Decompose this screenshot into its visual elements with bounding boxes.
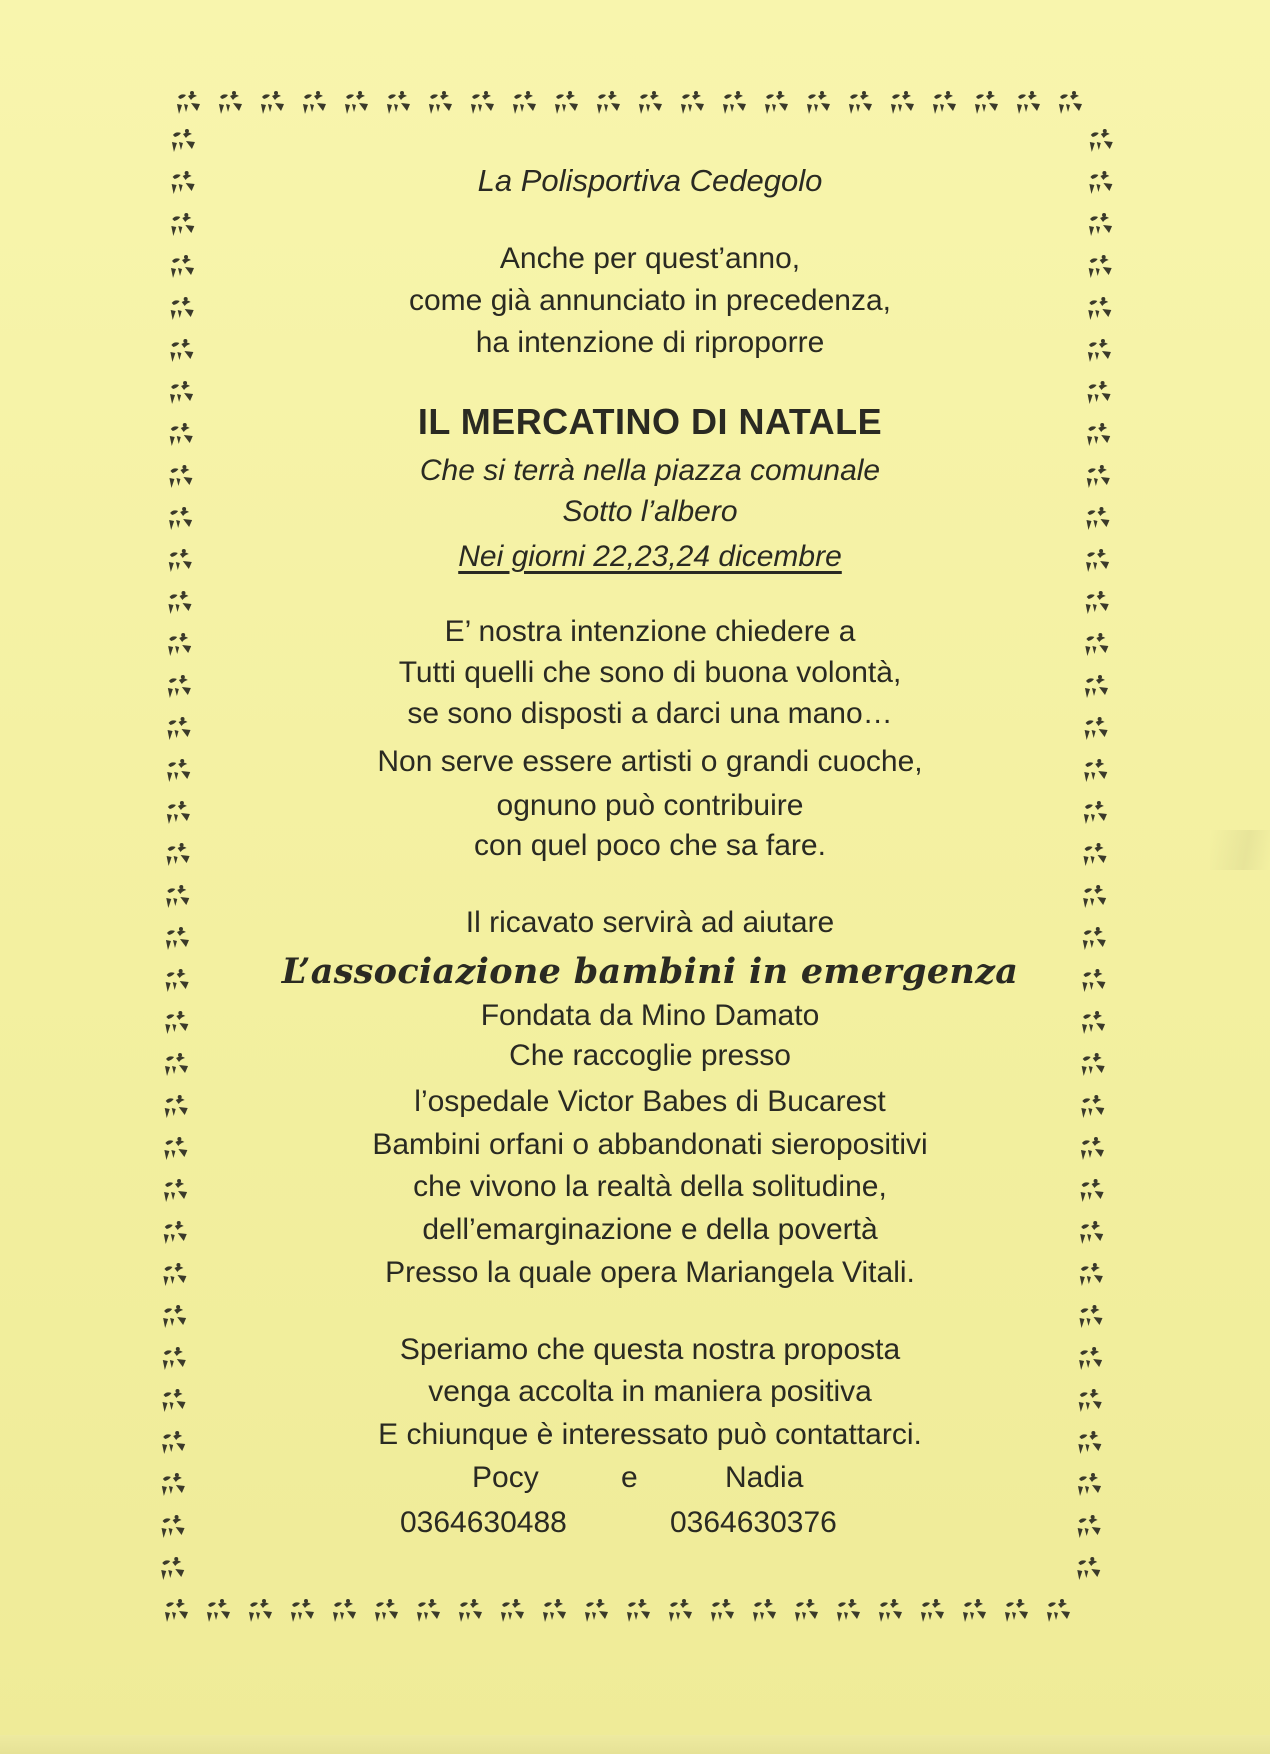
event-title: IL MERCATINO DI NATALE [417,401,883,442]
holly-sprig-icon [1089,171,1112,194]
holly-sprig-icon [171,213,194,236]
holly-sprig-icon [723,91,746,114]
holly-sprig-icon [163,1263,186,1286]
holly-sprig-icon [171,255,194,278]
holly-sprig-icon [163,1347,186,1370]
association-detail-7: Presso la quale opera Mariangela Vitali. [385,1256,915,1289]
holly-sprig-icon [171,297,194,320]
holly-sprig-icon [170,423,193,446]
holly-sprig-icon [849,91,872,114]
event-dates-text: Nei giorni 22,23,24 dicembre [458,540,842,573]
association-detail-4: Bambini orfani o abbandonati sieropositivi [372,1128,928,1161]
holly-sprig-icon [169,549,192,572]
holly-sprig-icon [1079,1305,1102,1328]
holly-sprig-icon [168,591,191,614]
holly-sprig-icon [1088,297,1111,320]
holly-sprig-icon [166,969,189,992]
holly-sprig-icon [219,91,242,114]
closing-line-2: venga accolta in maniera positiva [428,1375,872,1408]
holly-sprig-icon [207,1599,230,1622]
request-line-3: se sono disposti a darci una mano… [407,697,893,730]
holly-sprig-icon [166,927,189,950]
holly-sprig-icon [417,1599,440,1622]
holly-sprig-icon [1047,1599,1070,1622]
organizer-line: La Polisportiva Cedegolo [477,163,823,198]
contact-phone-2: 0364630376 [670,1506,837,1539]
holly-sprig-icon [164,1221,187,1244]
contact-conjunction: e [621,1461,638,1494]
intro-line-2: come già annunciato in precedenza, [409,284,891,317]
holly-sprig-icon [975,91,998,114]
closing-line-3: E chiunque è interessato può contattarci. [378,1418,922,1451]
association-detail-5: che vivono la realtà della solitudine, [413,1170,887,1203]
holly-sprig-icon [169,507,192,530]
holly-sprig-icon [167,801,190,824]
holly-sprig-icon [165,1599,188,1622]
holly-sprig-icon [163,1305,186,1328]
request-line-4: Non serve essere artisti o grandi cuoche, [377,745,923,778]
holly-sprig-icon [1088,381,1111,404]
holly-sprig-icon [165,1095,188,1118]
holly-sprig-icon [1017,91,1040,114]
holly-sprig-icon [166,885,189,908]
holly-sprig-icon [963,1599,986,1622]
holly-sprig-icon [891,91,914,114]
holly-sprig-icon [165,1011,188,1034]
holly-sprig-icon [172,129,195,152]
holly-sprig-icon [345,91,368,114]
holly-sprig-icon [1090,129,1113,152]
holly-sprig-icon [172,171,195,194]
contact-name-1: Pocy [472,1461,539,1494]
holly-sprig-icon [249,1599,272,1622]
association-detail-6: dell’emarginazione e della povertà [422,1213,878,1246]
intro-line-1: Anche per quest’anno, [499,242,801,275]
holly-sprig-icon [597,91,620,114]
request-line-6: con quel poco che sa fare. [474,829,826,862]
holly-sprig-icon [375,1599,398,1622]
holly-sprig-icon [933,91,956,114]
holly-sprig-icon [162,1515,185,1538]
holly-sprig-icon [163,1389,186,1412]
event-place-line-2: Sotto l’albero [562,495,738,528]
request-line-1: E’ nostra intenzione chiedere a [444,615,856,648]
holly-sprig-icon [170,381,193,404]
holly-sprig-icon [162,1473,185,1496]
holly-sprig-icon [681,91,704,114]
holly-sprig-icon [921,1599,944,1622]
holly-sprig-icon [543,1599,566,1622]
association-detail-2: Che raccoglie presso [509,1039,791,1072]
holly-sprig-icon [168,675,191,698]
holly-sprig-icon [177,91,200,114]
association-detail-3: l’ospedale Victor Babes di Bucarest [414,1085,886,1118]
holly-sprig-icon [291,1599,314,1622]
holly-sprig-icon [1087,465,1110,488]
contacts-block [210,1458,1090,1548]
holly-sprig-icon [459,1599,482,1622]
holly-sprig-icon [167,843,190,866]
intro-line-3: ha intenzione di riproporre [475,326,825,359]
event-dates [210,537,1090,577]
holly-sprig-icon [753,1599,776,1622]
holly-sprig-icon [170,339,193,362]
holly-sprig-icon [429,91,452,114]
holly-sprig-icon [1005,1599,1028,1622]
event-place-line-1: Che si terrà nella piazza comunale [419,454,881,487]
holly-sprig-icon [795,1599,818,1622]
holly-sprig-icon [501,1599,524,1622]
holly-sprig-icon [555,91,578,114]
request-line-5: ognuno può contribuire [496,789,804,822]
holly-sprig-icon [513,91,536,114]
holly-sprig-icon [1059,91,1082,114]
holly-sprig-icon [168,633,191,656]
request-line-2: Tutti quelli che sono di buona volontà, [398,656,902,689]
holly-sprig-icon [1086,591,1109,614]
holly-sprig-icon [837,1599,860,1622]
holly-sprig-icon [161,1557,184,1580]
holly-sprig-icon [1077,1557,1100,1580]
holly-sprig-icon [165,1053,188,1076]
holly-sprig-icon [639,91,662,114]
holly-sprig-icon [669,1599,692,1622]
holly-sprig-icon [1089,213,1112,236]
holly-sprig-icon [168,717,191,740]
holly-sprig-icon [585,1599,608,1622]
closing-line-1: Speriamo che questa nostra proposta [399,1333,901,1366]
holly-sprig-icon [387,91,410,114]
holly-sprig-icon [162,1431,185,1454]
holly-sprig-icon [1088,339,1111,362]
proceeds-intro: Il ricavato servirà ad aiutare [465,906,835,939]
holly-sprig-icon [164,1179,187,1202]
association-detail-1: Fondata da Mino Damato [480,999,820,1032]
holly-sprig-icon [471,91,494,114]
holly-sprig-icon [765,91,788,114]
holly-sprig-icon [879,1599,902,1622]
holly-sprig-icon [807,91,830,114]
holly-sprig-icon [167,759,190,782]
holly-sprig-icon [164,1137,187,1160]
contact-name-2: Nadia [725,1461,804,1494]
holly-sprig-icon [261,91,284,114]
holly-sprig-icon [169,465,192,488]
contact-phone-1: 0364630488 [400,1506,567,1539]
holly-sprig-icon [1087,423,1110,446]
holly-sprig-icon [333,1599,356,1622]
holly-sprig-icon [303,91,326,114]
holly-sprig-icon [1089,255,1112,278]
holly-sprig-icon [711,1599,734,1622]
holly-sprig-icon [627,1599,650,1622]
association-name: L’associazione bambini in emergenza [281,951,1019,992]
